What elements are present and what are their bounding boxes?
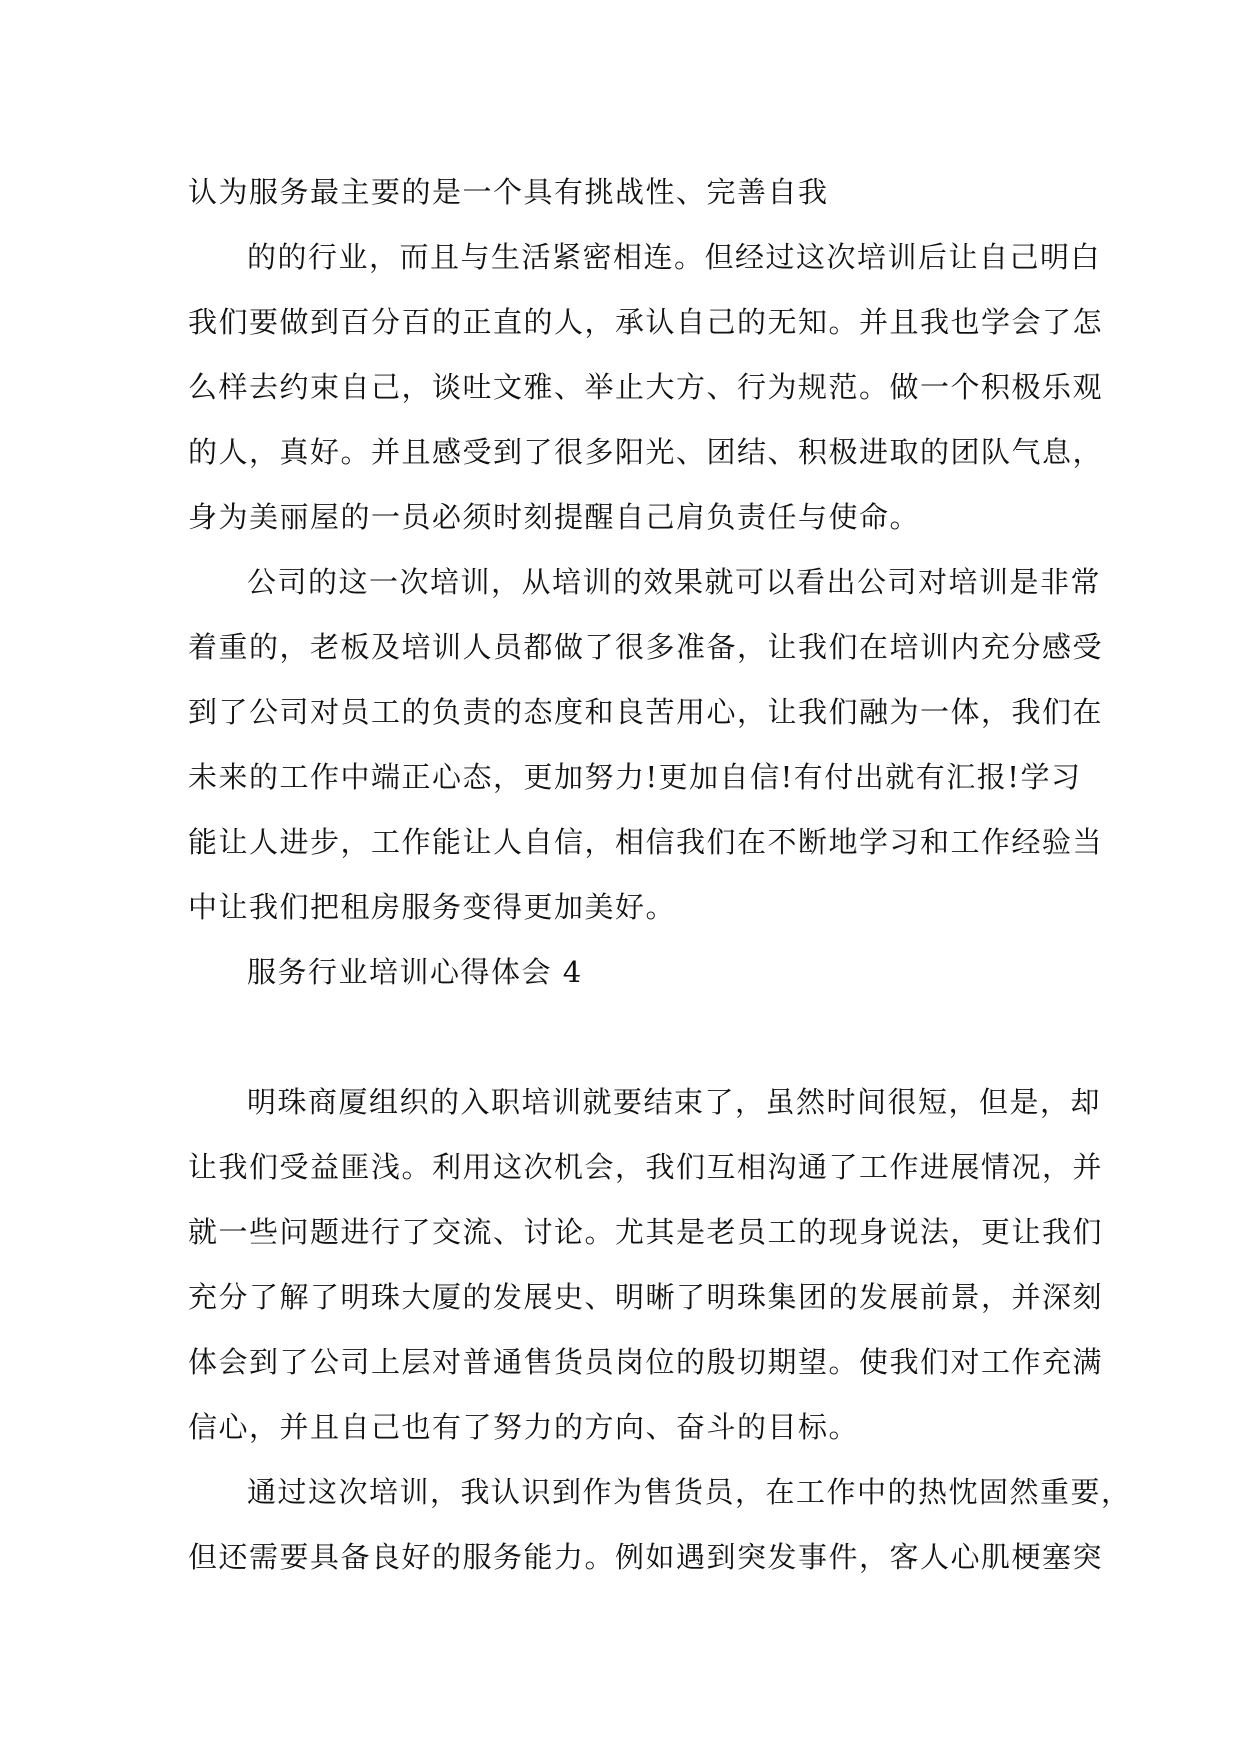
text-line: 的人，真好。并且感受到了很多阳光、团结、积极进取的团队气息， <box>188 435 1104 469</box>
text-line: 身为美丽屋的一员必须时刻提醒自己肩负责任与使命。 <box>188 500 921 534</box>
text-line: 能让人进步，工作能让人自信，相信我们在不断地学习和工作经验当 <box>188 825 1104 859</box>
text-line: 中让我们把租房服务变得更加美好。 <box>188 890 677 924</box>
text-line: 的的行业，而且与生活紧密相连。但经过这次培训后让自己明白 <box>247 240 1102 274</box>
text-line: 未来的工作中端正心态，更加努力!更加自信!有付出就有汇报!学习 <box>188 760 1082 794</box>
text-line: 就一些问题进行了交流、讨论。尤其是老员工的现身说法，更让我们 <box>188 1215 1104 1249</box>
text-line: 么样去约束自己，谈吐文雅、举止大方、行为规范。做一个积极乐观 <box>188 370 1104 404</box>
text-line: 明珠商厦组织的入职培训就要结束了，虽然时间很短，但是，却 <box>247 1085 1102 1119</box>
text-line: 到了公司对员工的负责的态度和良苦用心，让我们融为一体，我们在 <box>188 695 1104 729</box>
document-body <box>188 160 1132 1590</box>
text-line: 但还需要具备良好的服务能力。例如遇到突发事件，客人心肌梗塞突 <box>188 1540 1104 1574</box>
text-line: 充分了解了明珠大厦的发展史、明晰了明珠集团的发展前景，并深刻 <box>188 1280 1104 1314</box>
text-line: 认为服务最主要的是一个具有挑战性、完善自我 <box>188 175 829 209</box>
text-line: 通过这次培训，我认识到作为售货员，在工作中的热忱固然重要， <box>247 1475 1132 1509</box>
text-line: 让我们受益匪浅。利用这次机会，我们互相沟通了工作进展情况，并 <box>188 1150 1104 1184</box>
text-line: 着重的，老板及培训人员都做了很多准备，让我们在培训内充分感受 <box>188 630 1104 664</box>
text-line: 公司的这一次培训，从培训的效果就可以看出公司对培训是非常 <box>247 565 1102 599</box>
section-heading: 服务行业培训心得体会 4 <box>247 955 583 989</box>
text-line: 体会到了公司上层对普通售货员岗位的殷切期望。使我们对工作充满 <box>188 1345 1104 1379</box>
text-line: 信心，并且自己也有了努力的方向、奋斗的目标。 <box>188 1410 860 1444</box>
blank-line <box>188 1005 1058 1070</box>
text-line: 我们要做到百分百的正直的人，承认自己的无知。并且我也学会了怎 <box>188 305 1104 339</box>
